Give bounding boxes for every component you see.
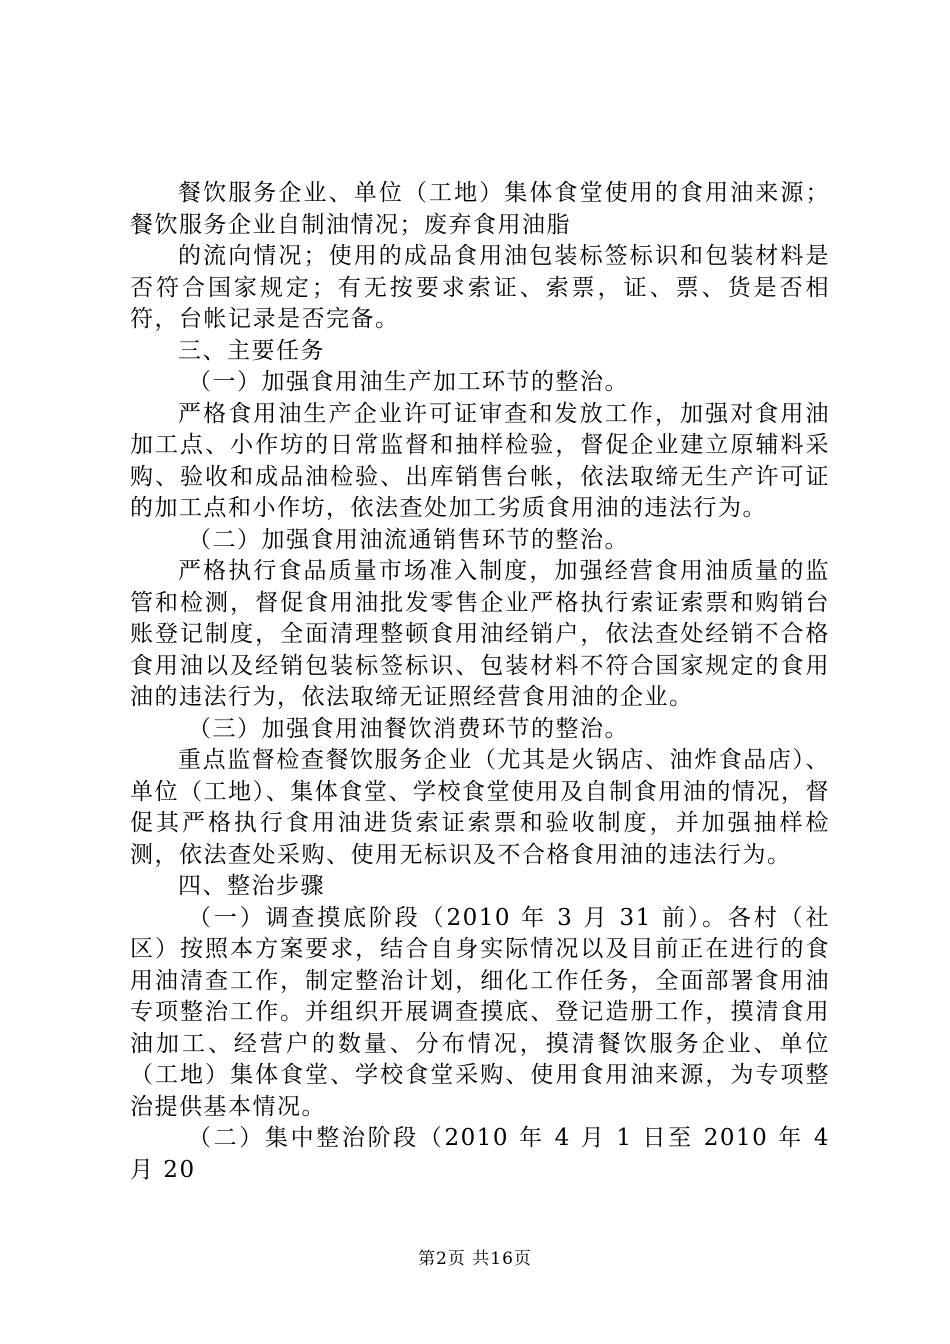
subheading-production: （一）加强食用油生产加工环节的整治。 <box>188 369 629 395</box>
paragraph-oil-flow: 的流向情况；使用的成品食用油包装标签标识和包装材料是否符合国家规定；有无按要求索证、索票，证、票、货是否相符，台帐记录是否完备。 <box>130 243 830 332</box>
subheading-catering: （三）加强食用油餐饮消费环节的整治。 <box>188 715 629 742</box>
document-body <box>130 178 830 1186</box>
paragraph-production: 严格食用油生产企业许可证审查和发放工作，加强对食用油加工点、小作坊的日常监督和抽样检验，督促企业建立原辅料采购、验收和成品油检验、出库销售台帐，依法取缔无生产许可证的加工点和小作坊，依法查处加工劣质食用油的违法行为。 <box>130 400 830 521</box>
subheading-circulation: （二）加强食用油流通销售环节的整治。 <box>188 526 629 553</box>
page-number-footer: 第2页 共16页 <box>418 1249 532 1269</box>
section-heading-main-tasks: 三、主要任务 <box>178 337 325 364</box>
paragraph-concentrated-stage: （二）集中整治阶段（2010 年 4 月 1 日至 2010 年 4 月 20 <box>130 1125 830 1183</box>
paragraph-survey-stage: （一）调查摸底阶段（2010 年 3 月 31 前）。各村（社区）按照本方案要求，结合自身实际情况以及目前正在进行的食用油清查工作，制定整治计划，细化工作任务，全面部署食用油专项整治工作。并组织开展调查摸底、登记造册工作，摸清食用油加工、经营户的数量、分布情况，摸清餐饮服务企业、单位（工地）集体食堂、学校食堂采购、使用食用油来源，为专项整治提供基本情况。 <box>130 904 830 1120</box>
paragraph-circulation: 严格执行食品质量市场准入制度，加强经营食用油质量的监管和检测，督促食用油批发零售企业严格执行索证索票和购销台账登记制度，全面清理整顿食用油经销户，依法查处经销不合格食用油以及经销包装标签标识、包装材料不符合国家规定的食用油的违法行为，依法取缔无证照经营食用油的企业。 <box>130 558 830 710</box>
section-heading-steps: 四、整治步骤 <box>178 873 325 899</box>
paragraph-canteen-oil-source: 餐饮服务企业、单位（工地）集体食堂使用的食用油来源；餐饮服务企业自制油情况；废弃食用油脂 <box>130 180 830 238</box>
paragraph-catering: 重点监督检查餐饮服务企业（尤其是火锅店、油炸食品店）、单位（工地）、集体食堂、学校食堂使用及自制食用油的情况，督促其严格执行食用油进货索证索票和验收制度，并加强抽样检测，依法查处采购、使用无标识及不合格食用油的违法行为。 <box>130 747 830 868</box>
